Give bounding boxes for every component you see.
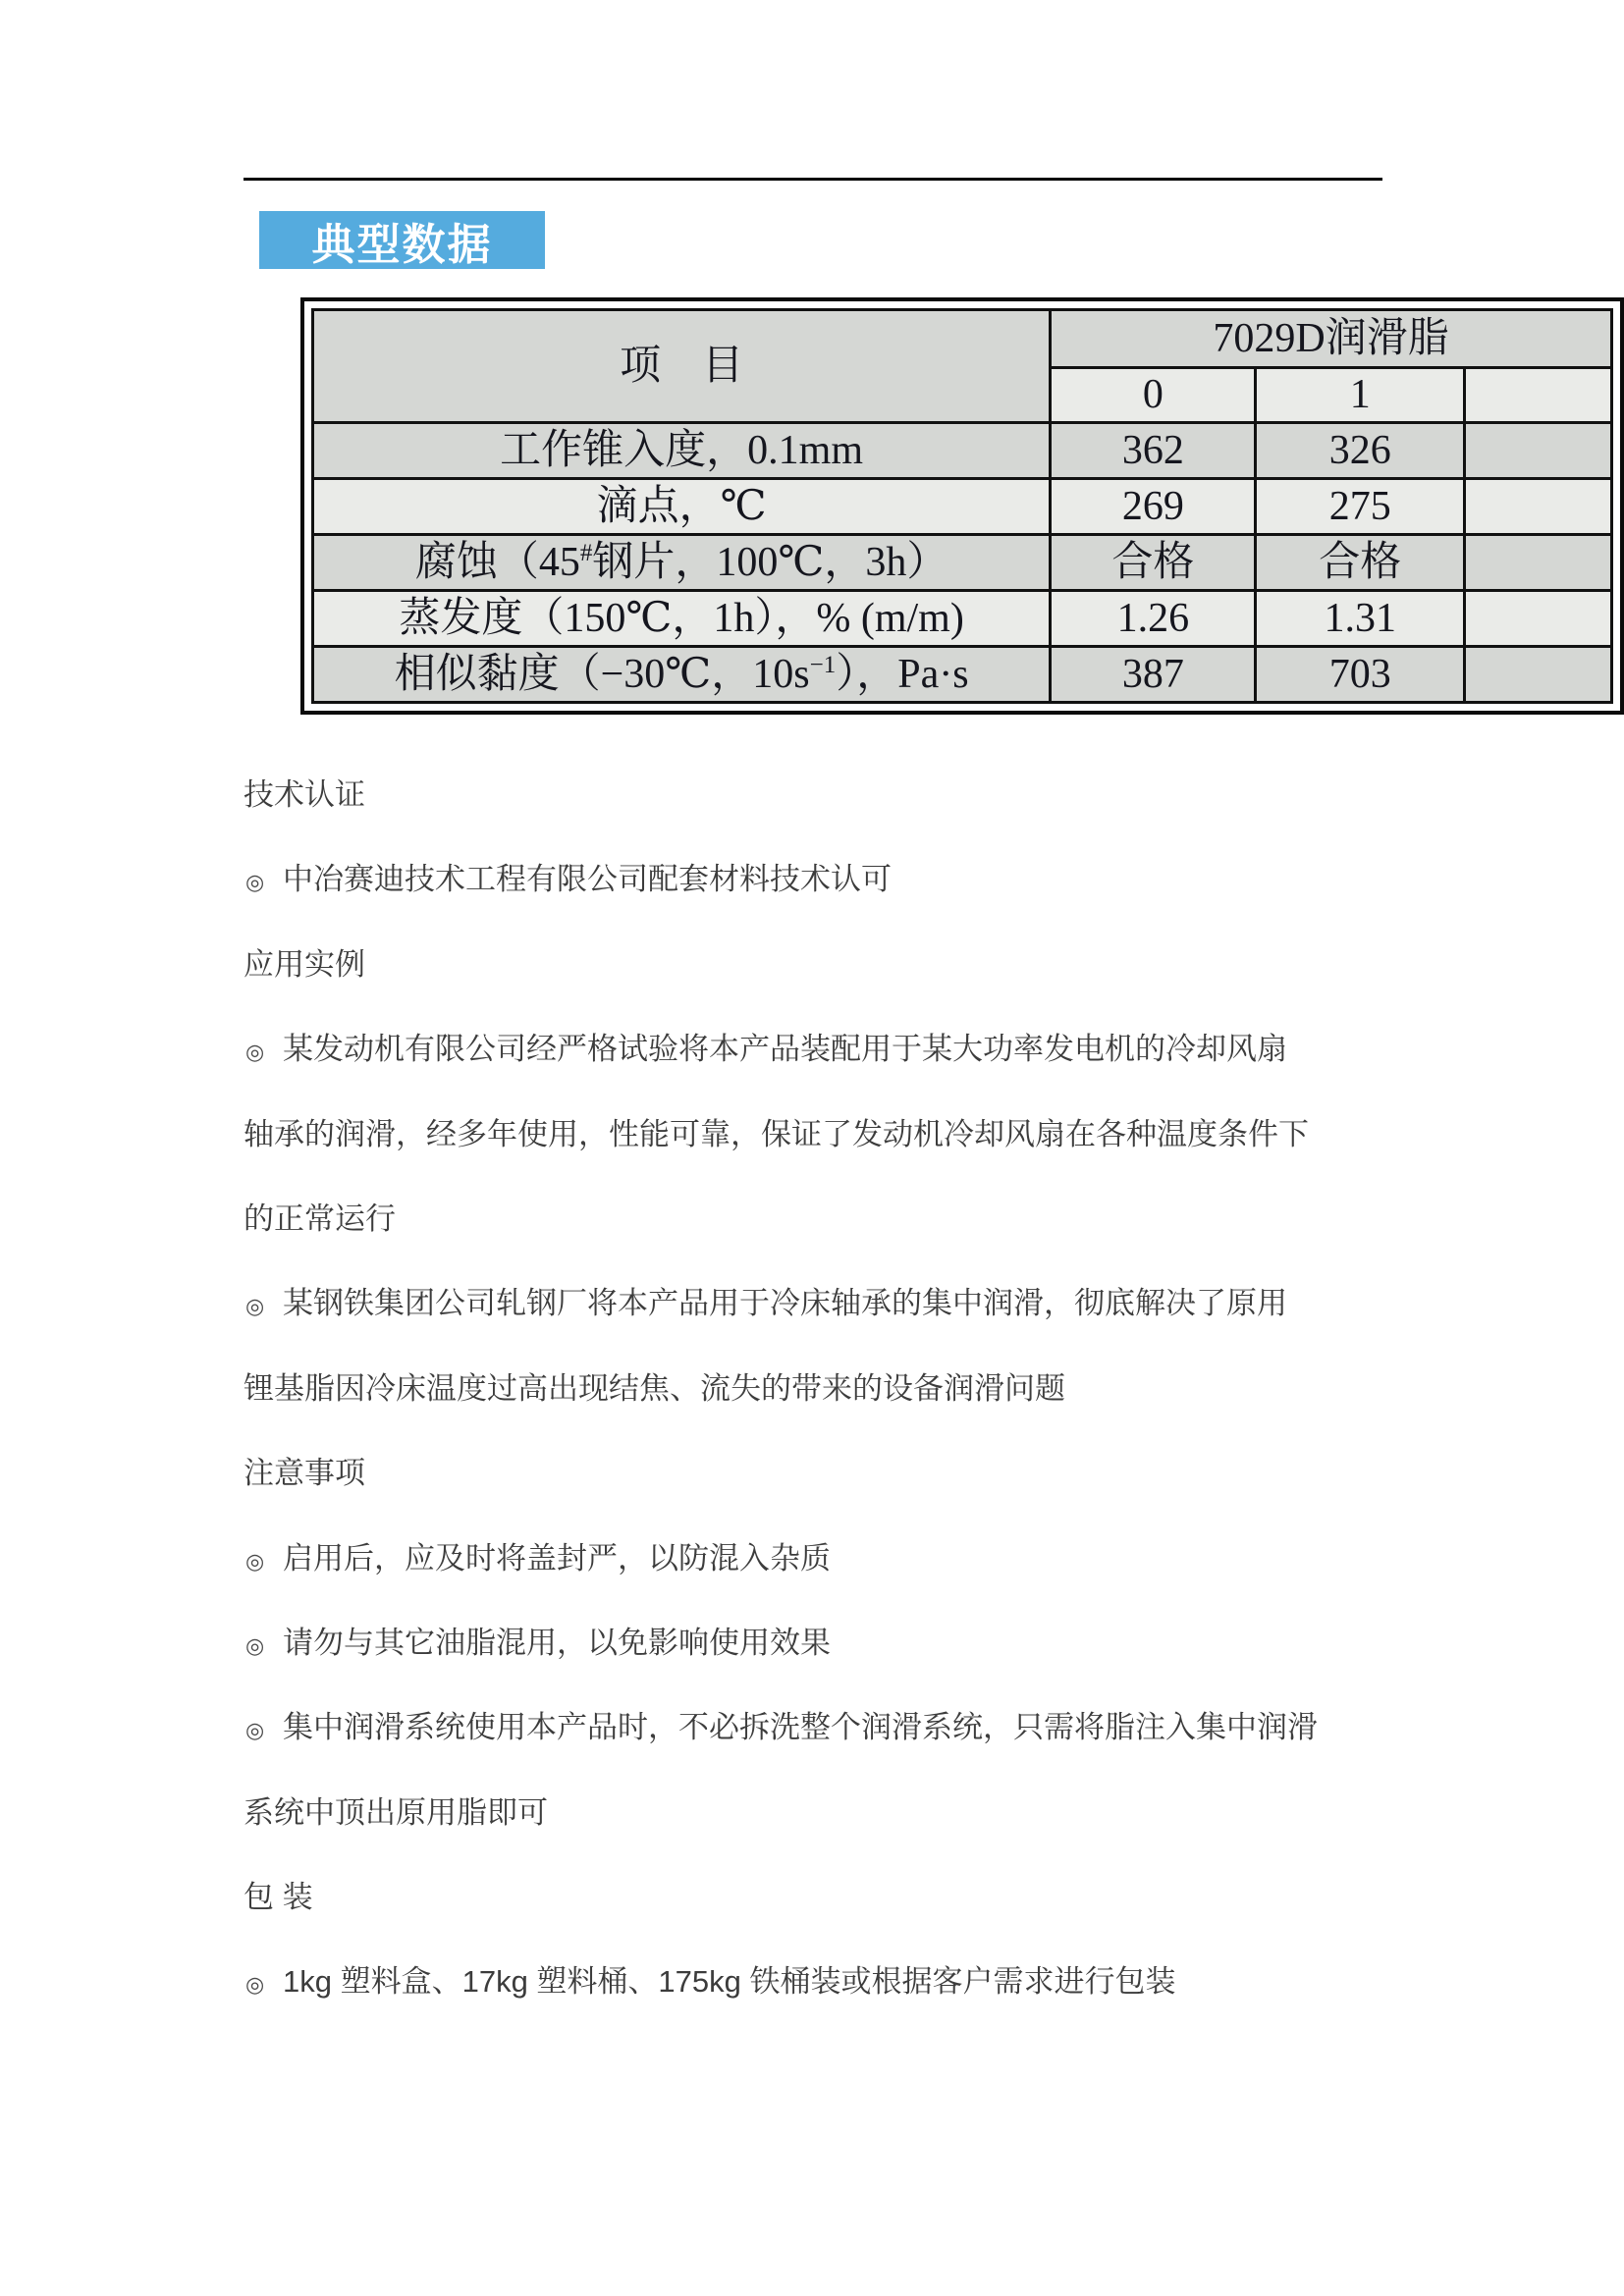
continuation-line: 系统中顶出原用脂即可 [244, 1794, 548, 1830]
bullet-icon: ◎ [245, 1972, 265, 1998]
continuation-line: 的正常运行 [244, 1201, 396, 1236]
grade-cell-2 [1465, 368, 1612, 423]
row-label-evaporation: 蒸发度（150℃，1h），% (m/m) [313, 591, 1051, 647]
value-cell [1465, 591, 1612, 647]
continuation-line: 轴承的润滑，经多年使用，性能可靠，保证了发动机冷却风扇在各种温度条件下 [244, 1116, 1309, 1151]
table-row [313, 423, 1612, 479]
section-badge-typical-data [259, 211, 545, 269]
value-cell: 326 [1256, 423, 1465, 479]
bullet-icon: ◎ [245, 870, 265, 895]
row-label-apparent-viscosity: 相似黏度（−30℃，$10s^{-1}$），Pa·s [313, 647, 1051, 703]
row-label-penetration: 工作锥入度，0.1mm [313, 423, 1051, 479]
value-cell: 275 [1256, 479, 1465, 535]
table-header-row [313, 310, 1612, 368]
value-cell: 387 [1051, 647, 1256, 703]
value-cell [1465, 479, 1612, 535]
table-header-item-cell: 项 目 [313, 310, 1051, 423]
section-heading: 技术认证 [244, 777, 365, 812]
bullet-item: ◎ 请勿与其它油脂混用，以免影响使用效果 [244, 1601, 1579, 1685]
bullet-item: ◎ 集中润滑系统使用本产品时，不必拆洗整个润滑系统，只需将脂注入集中润滑 [244, 1685, 1579, 1770]
table-row [313, 479, 1612, 535]
value-cell [1465, 535, 1612, 591]
value-cell: 269 [1051, 479, 1256, 535]
document-body-text [244, 753, 1579, 2025]
row-label-dropping-point: 滴点，℃ [313, 479, 1051, 535]
row-label-corrosion: 腐蚀（45#钢片，100℃，3h） [313, 535, 1051, 591]
bullet-icon: ◎ [245, 1718, 265, 1743]
table-row [313, 535, 1612, 591]
table-row [313, 647, 1612, 703]
grade-cell-0: 0 [1051, 368, 1256, 423]
bullet-icon: ◎ [245, 1548, 265, 1574]
bullet-item: ◎ 启用后，应及时将盖封严，以防混入杂质 [244, 1517, 1579, 1601]
grade-cell-1: 1 [1256, 368, 1465, 423]
top-divider-rule [244, 178, 1382, 181]
section-heading: 注意事项 [244, 1456, 365, 1491]
value-cell: 合格 [1051, 535, 1256, 591]
value-cell: 703 [1256, 647, 1465, 703]
bullet-item: ◎ 某钢铁集团公司轧钢厂将本产品用于冷床轴承的集中润滑，彻底解决了原用 [244, 1261, 1579, 1346]
section-heading: 包 装 [244, 1880, 313, 1915]
value-cell: 362 [1051, 423, 1256, 479]
table-row [313, 591, 1612, 647]
bullet-item: ◎ 1kg 塑料盒、17kg 塑料桶、175kg 铁桶装或根据客户需求进行包装 [244, 1940, 1579, 2024]
bullet-icon: ◎ [245, 1294, 265, 1319]
table-header-product-cell: 7029D润滑脂 [1051, 310, 1612, 368]
continuation-line: 锂基脂因冷床温度过高出现结焦、流失的带来的设备润滑问题 [244, 1370, 1065, 1406]
section-badge-label: 典型数据 [311, 220, 493, 269]
value-cell: 合格 [1256, 535, 1465, 591]
bullet-item: ◎ 中冶赛迪技术工程有限公司配套材料技术认可 [244, 837, 1579, 922]
bullet-icon: ◎ [245, 1632, 265, 1658]
typical-data-table [300, 297, 1624, 715]
value-cell [1465, 423, 1612, 479]
bullet-item: ◎ 某发动机有限公司经严格试验将本产品装配用于某大功率发电机的冷却风扇 [244, 1007, 1579, 1092]
value-cell [1465, 647, 1612, 703]
bullet-icon: ◎ [245, 1040, 265, 1065]
value-cell: 1.26 [1051, 591, 1256, 647]
value-cell: 1.31 [1256, 591, 1465, 647]
section-heading: 应用实例 [244, 946, 365, 982]
typical-data-grid [311, 308, 1613, 704]
